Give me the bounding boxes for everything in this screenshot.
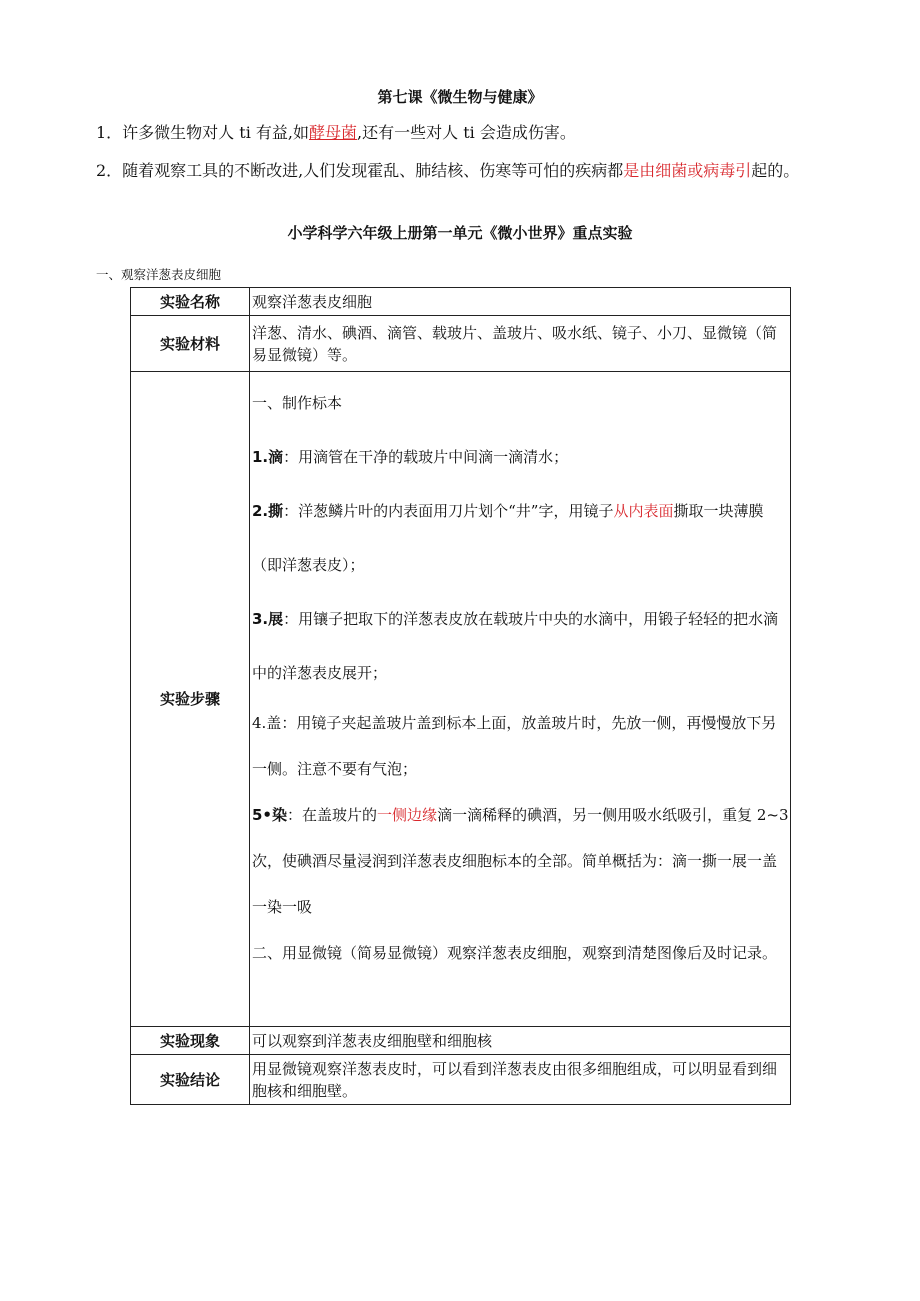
row-name bbox=[131, 288, 791, 316]
conclusion-label: 实验结论 bbox=[131, 1055, 250, 1105]
steps-label: 实验步骤 bbox=[131, 372, 250, 1027]
step-3 bbox=[252, 592, 790, 700]
step-2-text-end: 撕取一块薄膜（即洋葱表皮）； bbox=[252, 502, 764, 574]
step-2-key: 2.撕 bbox=[252, 502, 284, 520]
phenomenon-label: 实验现象 bbox=[131, 1027, 250, 1055]
phenomenon-value: 可以观察到洋葱表皮细胞壁和细胞核 bbox=[250, 1027, 791, 1055]
step-4 bbox=[252, 700, 790, 792]
conclusion-value: 用显微镜观察洋葱表皮时，可以看到洋葱表皮由很多细胞组成，可以明显看到细胞核和细胞壁。 bbox=[250, 1055, 791, 1105]
step-3-text: ：用镶子把取下的洋葱表皮放在载玻片中央的水滴中，用锻子轻轻的把水滴中的洋葱表皮展开； bbox=[252, 610, 779, 682]
row-materials bbox=[131, 316, 791, 372]
step-1-text: ：用滴管在干净的载玻片中间滴一滴清水； bbox=[283, 448, 569, 466]
row-steps bbox=[131, 372, 791, 1027]
step-1 bbox=[252, 430, 790, 484]
step-2-text: ：洋葱鳞片叶的内表面用刀片划个“井”字，用镜子 bbox=[283, 502, 614, 520]
name-label: 实验名称 bbox=[131, 288, 250, 316]
p2-text: 2．随着观察工具的不断改进,人们发现霍乱、肺结核、伤寒等可怕的疾病都 bbox=[96, 161, 624, 180]
materials-label: 实验材料 bbox=[131, 316, 250, 372]
row-phenomenon bbox=[131, 1027, 791, 1055]
step-4-key: 4.盖 bbox=[252, 714, 282, 732]
p1-text-end: ,还有一些对人 ti 会造成伤害。 bbox=[357, 123, 576, 142]
row-conclusion bbox=[131, 1055, 791, 1105]
steps-content bbox=[250, 372, 791, 1027]
name-value: 观察洋葱表皮细胞 bbox=[250, 288, 791, 316]
step-2 bbox=[252, 484, 790, 592]
steps-heading-2: 二、用显微镜（简易显微镜）观察洋葱表皮细胞，观察到清楚图像后及时记录。 bbox=[252, 944, 778, 962]
paragraph-1 bbox=[96, 116, 820, 149]
step-3-key: 3.展 bbox=[252, 610, 284, 628]
step-5-text: ：在盖玻片的 bbox=[287, 806, 378, 824]
p1-text: 1．许多微生物对人 ti 有益,如 bbox=[96, 123, 309, 142]
step-4-text: ：用镜子夹起盖玻片盖到标本上面，放盖玻片时，先放一侧，再慢慢放下另一侧。注意不要有气泡； bbox=[252, 714, 777, 778]
experiment-table bbox=[130, 287, 791, 1105]
step-5-key: 5•染 bbox=[252, 806, 288, 824]
unit-title: 小学科学六年级上册第一单元《微小世界》重点实验 bbox=[287, 224, 633, 242]
step-1-key: 1.滴 bbox=[252, 448, 284, 466]
p1-highlight: 酵母菌 bbox=[309, 123, 358, 142]
step-5-highlight: 一侧边缘 bbox=[377, 806, 438, 824]
steps-heading-1: 一、制作标本 bbox=[252, 394, 343, 412]
paragraph-2 bbox=[96, 154, 820, 187]
step-5-text-end: 滴一滴稀释的碘酒，另一侧用吸水纸吸引，重复 2~3 次，使碘酒尽量浸润到洋葱表皮细胞标本的全部。简单概括为：滴一撕一展一盖一染一吸 bbox=[252, 806, 789, 916]
step-2-highlight: 从内表面 bbox=[613, 502, 674, 520]
p2-text-end: 起的。 bbox=[751, 161, 800, 180]
lesson-title: 第七课《微生物与健康》 bbox=[377, 88, 543, 106]
section-heading: 一、观察洋葱表皮细胞 bbox=[96, 267, 222, 282]
materials-value: 洋葱、清水、碘酒、滴管、载玻片、盖玻片、吸水纸、镜子、小刀、显微镜（简易显微镜）等。 bbox=[250, 316, 791, 372]
p2-highlight: 是由细菌或病毒引 bbox=[623, 161, 752, 180]
step-5 bbox=[252, 792, 790, 930]
